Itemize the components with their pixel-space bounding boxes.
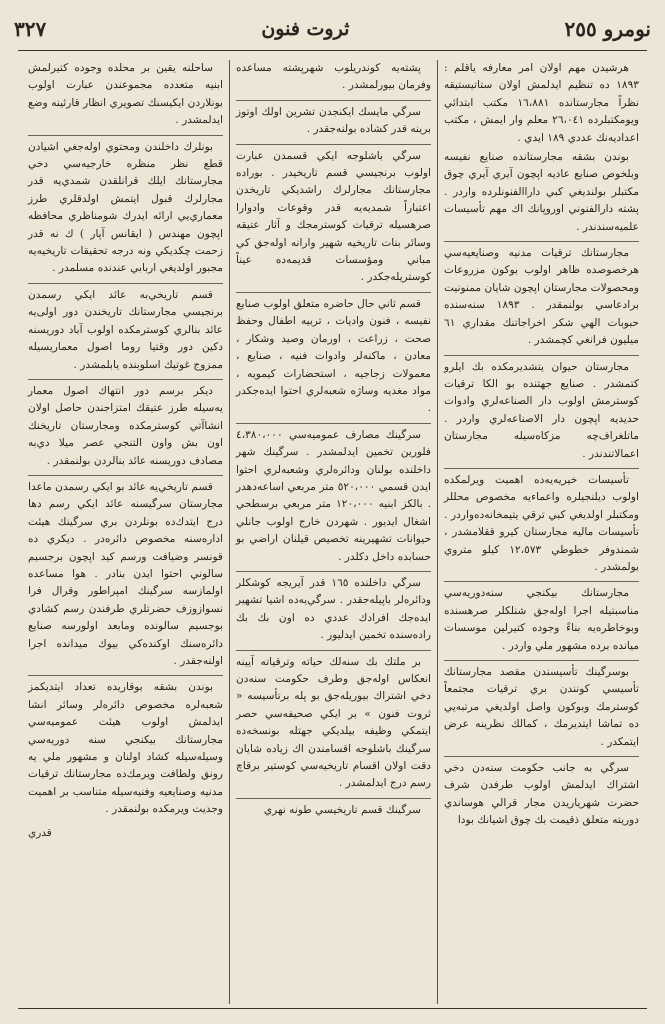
paragraph: پشته‌يه كوندريلوب شهرپشته مساعده وفرمان بيورلمشدر .	[236, 62, 431, 92]
paragraph: بوسرگينك تأسيسندن مقصد مجارستانك تأسيسي كونندن بري ترقيات مجتمعاً كوسترمك وبوكون واصل اولديغي مرتبه‌يي ده تماشا ايتديرمك ، كمالك نظرينه عرض ايتمكدر .	[444, 660, 639, 751]
paragraph: سرگي داخلنده ١٦٥ قدر آيريجه كوشكلر ودائره‌لر باپيله‌جقدر . سرگي‌يه‌ده اشيا تشهير ايده‌جك افرادك عددي ده اون بك بك راده‌سنده تخمين ايدليور .	[236, 571, 431, 645]
paragraph: سرگي مايسك ايكنجدن تشرين اولك اوتوز برينه قدر كشاده بولنه‌جقدر .	[236, 100, 431, 139]
paragraph: ديكر برسم دور انتهاك اصول معمار يه‌سيله طرز عتيقك امتزاجندن حاصل اولان انشاآتي كوسترمكده ومجارستان تاريخنك اون بش واون التنجي عصر ميلا دي‌به مصادف دوريسنه عائد بنالردن بولنمقدر .	[28, 379, 223, 470]
page-header	[14, 10, 651, 48]
paragraph: تأسيسات خيريه‌يه‌ده اهميت ويرلمكده اولوب ديلنجيلره واعماءيه مخصوص محللر ومكتبلر اولديغي كبي ترقي يتيمخانه‌ده‌واردر . تأسيسات ماليه مجارستان كيرو ققلامشدر ، شمندوفر خطوطي ١٢،٥٧٣ كيلو متروي بولمشدر .	[444, 468, 639, 576]
column-right	[438, 60, 645, 1004]
column-left	[22, 60, 230, 1004]
paragraph: قسم تاريخي‌يه عائد بو ايكي رسمدن ماعدا مجارستان سرگيسنه عائد ايكي رسم دها درج ايتدك‌ده بونلردن بري سرگينك هيئت اداره‌سنه مخصوص دائره‌در . ديكري ده قونسر وضيافت ورسم كيد اپچون برجسيم سالوني احتوا ايدن بنادر . هوا مساعده اولمازسه سرگينك امپراطور وقرال فرا نسوازوزف حضرتلري طرفندن رسم كشادي بوجسيم سالونده ومابعد اولورسه صنايع دائره‌سنك اوكنده‌كي بيوك ميدانده اجرا اولنه‌جقدر .	[28, 475, 223, 670]
paragraph: قسم ثاني حال حاضره متعلق اولوب صنايع نفيسه ، فنون واديات ، تربيه اطفال وحفظ صحت ، زراعت ، اورمان وصيد وشكار ، معادن ، ماكنه‌لر وادوات فنيه ، صنايع ، معمولات زجاجيه ، استحضارات كيمويه ، مواد مغديه وساژه شعبه‌لري احتوا ايده‌جكدر .	[236, 292, 431, 418]
paragraph: سرگي باشلوجه ايكي قسمدن عبارت اولوب برنجيسي قسم تاريخيدر . بوراده مجارستانك مجارلرك راشديكي تاريخدن اعتباراً شمديه‌يه قدر وقوعات وادوارا صرهسيله ترقيات كوسترمجك و آثار عتيقه وسائر بنات تاريخيه شهير وارانه اوله‌جق كي مباني ومؤسسات قديمه‌ده عيناً كوستريله‌جكدر .	[236, 144, 431, 287]
paragraph: سرگينك مصارف عموميه‌سي ٤،٣٨٠،٠٠٠ فلورين تخمين ايدلمشدر . سرگينك شهر داخلنده بولنان ودائره‌لري وشعبه‌لري احتوا ايدن قسمي ٥٢٠،٠٠٠ متر مربعي اساعه‌دهدر . بالكز ابنيه ١٢٠،٠٠٠ متر مربعي برسطحي اشغال ايديور . شهردن خارج اولوب جانلي حيوانات تشهيرينه تخصيص قيلنان اراضي بو حسابده داخل دكلدر .	[236, 423, 431, 566]
issue-number: نومرو ٢٥٥	[564, 17, 651, 41]
column-middle	[230, 60, 438, 1004]
paragraph: بونلرك داخلندن ومحتوي اوله‌جغي اشيادن قطع نظر منظره خارجيه‌سي دخي مجارستانك ايلك قرانلقدن شمدي‌يه قدر مجارلرك قبول ايتمش اولدقلري طرز معماري‌يي ارائه ايدرك شومناظري محافظه اپچون مهندس ( ايقانس آپار ) ك نه قدر زحمت چكديكي ونه درجه تحقيقات تاريخيه‌يه مجبور اولديغي اربابي عندنده مسلمدر .	[28, 135, 223, 278]
page-number: ٣٢٧	[14, 17, 47, 41]
paragraph: مجارستانك بيكنجي سنه‌دوريه‌سي مناسبتيله اجرا اوله‌جق شنلكلر صرهسنده وبوخاطره‌يه بناءً وجوده كتيرلين موسسات ميانده برده مشهور ملي واردر .	[444, 581, 639, 655]
journal-title: ثروت فنون	[261, 18, 350, 40]
author-signature: قدري	[28, 826, 52, 839]
paragraph: سرگي به جانب حكومت سنه‌دن دخي اشتراك ايدلمش اولوب طرفدن شرف حضرت شهرياريدن مجار قرالي هوساندي دوريته متعلق ذقيمت بك چوق اشيانك بودا	[444, 756, 639, 830]
article-columns	[22, 60, 645, 1004]
paragraph: هرشيدن مهم اولان امر معارفه ياقلم : ١٨٩٣ ده تنظيم ايدلمش اولان ستاتيستيقه نظراً مجارستانده ١٦،٨٨١ مكتب ابتدائي ويومكتبلرده ٢٦،٠٤١ معلم وار ايمش ، مكتب اعداديه‌نك عددي ١٨٩ ايدي .	[444, 62, 640, 144]
paragraph: بر ملتك بك سنه‌لك حياته وترقياته آيينه انعكاس اوله‌جق وطرف حكومت سنه‌دن دخي اشتراك بيوريله‌جق بو پله برتأسيسه « ثروت فنون » بر ايكي صحيفه‌سي حصر ايتمكي وظيفه بيلديكي جهتله بونسخه‌ده سرگينك باشلوجه اقسامندن اك زياده شايان دقت اولان اقسام تاريخيه‌سي كوستير برقاچ رسم درج ايدلمشدر .	[236, 650, 431, 793]
paragraph: مجارستانك ترقيات مدنيه وصنايعيه‌سي هرخصوصده ظاهر اولوب بوكون مزروعات ومحصولات مجارستان اپچون شايان ممنونيت برادعاسي بولنمقدر . ١٨٩٣ سنه‌سنده حبوبات الهي شكر اخراجاتنك مقداري ٦١ ميليون فرانغي كچمشدر .	[444, 241, 639, 349]
paragraph: بوندن بشقه بوقاريده تعداد ايتديكمز شعبه‌لره مخصوص دائره‌لر وسائر انشا ايدلمش اولوب هيئت عموميه‌سي مجارستانك بيكنجي سنه دوريه‌سي وسيله‌سيله كشاد اولنان و مشهور ملي يه رونق ولطافت ويرمك‌ده مجارستانك ترقيات مدنيه وصنايعيه وفنيه‌سيله متناسب بر اهميت وجديت ويرمكده بولنمقدر .	[28, 675, 223, 818]
paragraph: مجارستان حيوان يتشديرمكده بك ايلرو كتمشدر . صنايع جهتنده بو الكا ترقيات كوسترمش اولوب دار الصناعه‌لري وادوات حديديه اپچون دار الاصناعه‌لري واردر . ماتلغراف‌چه مزكاه‌سيله مجارستان اعمالاتندندر .	[444, 355, 639, 463]
footer-rule	[18, 1008, 647, 1009]
paragraph: سرگينك قسم تاريخيسي طونه نهري	[236, 798, 431, 819]
paragraph: قسم تاريخي‌به عائد ايكي رسمدن برنجيسي مجارستانك تاريخندن دور اولى‌يه عائد بنالري كوسترمكده اولوب آباد دوريسنه دكين دور وقتيا روما اصول معماريسيله ممزوج غوتيك اسلوبنده يابلمشدر .	[28, 283, 223, 374]
header-rule	[18, 50, 647, 51]
paragraph: بوندن بشقه مجارستانده صنايع نفيسه وبلخوص صنايع عاديه اپچون آيري آيري چوق مكتبلر بولنديغي كبي داراالفنونلرده واردر . پشته دارالفنوني اوروپانك اك مهم تأسيسات علميه‌سندندر .	[444, 151, 639, 233]
paragraph: ساحلنه يقين بر محلده وجوده كتيرلمش ابنيه متعدده مجموعندن عبارت اولوب بونلاردن ايكيسنك تصويري انظار قارئينه وضع ايدلمشدر .	[28, 62, 223, 127]
